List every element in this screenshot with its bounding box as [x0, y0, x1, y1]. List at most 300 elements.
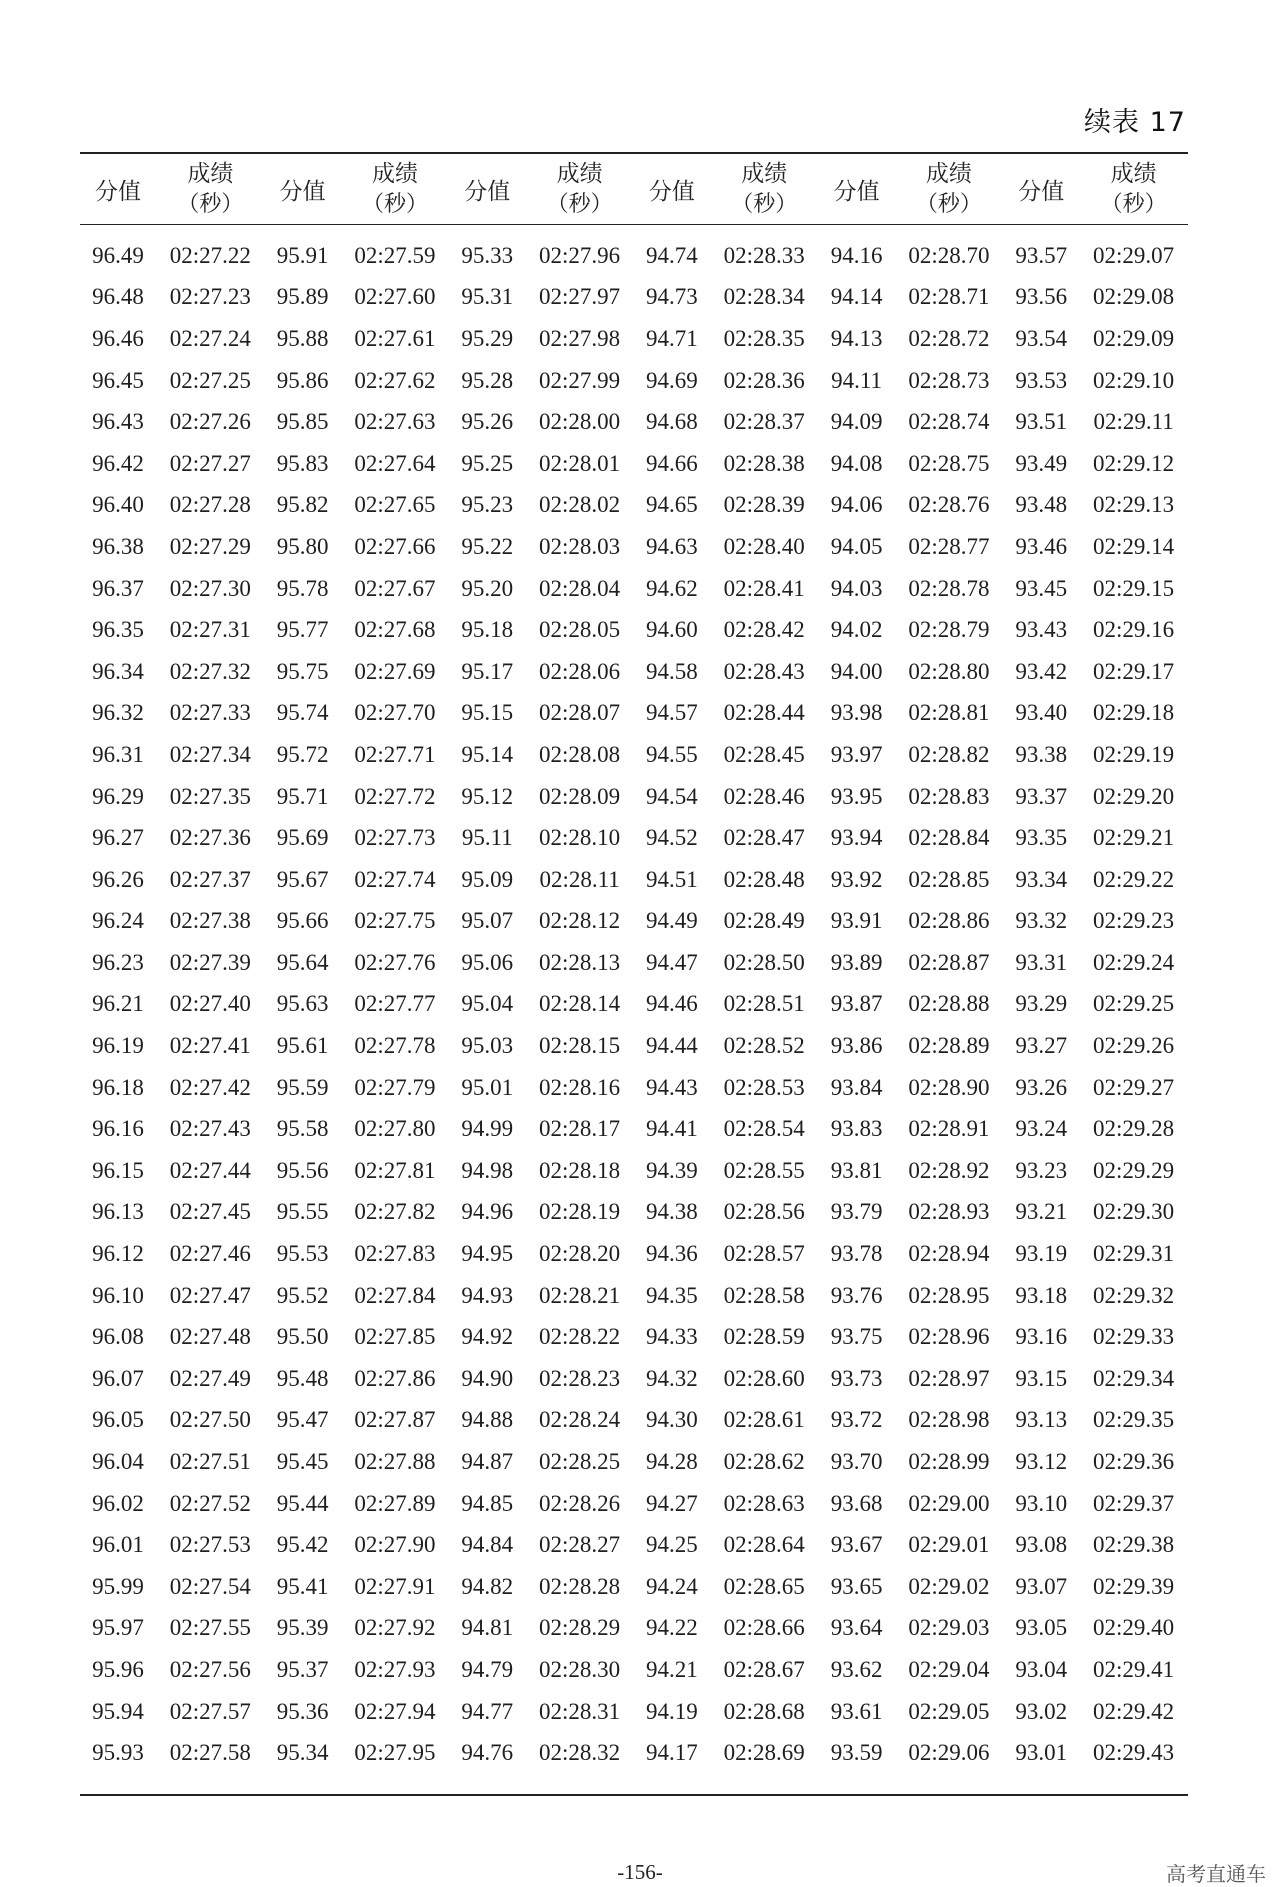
time-cell: 02:28.28 — [539, 1573, 621, 1599]
score-cell: 93.48 — [1015, 492, 1068, 518]
score-cell: 94.82 — [461, 1573, 514, 1599]
time-cell: 02:28.55 — [723, 1157, 805, 1183]
time-cell: 02:28.64 — [723, 1532, 805, 1558]
score-cell: 94.88 — [461, 1407, 514, 1433]
score-cell: 93.29 — [1015, 991, 1068, 1017]
time-cell: 02:27.91 — [354, 1573, 436, 1599]
time-cell: 02:27.33 — [169, 700, 251, 726]
score-cell: 96.08 — [92, 1324, 144, 1350]
score-cell: 95.04 — [461, 991, 514, 1017]
header-time-unit: （秒） — [731, 191, 798, 217]
time-cell: 02:28.66 — [723, 1615, 805, 1641]
time-cell: 02:29.05 — [908, 1698, 990, 1724]
table-row — [80, 1025, 1188, 1067]
table-row — [80, 734, 1188, 776]
table-row — [80, 1275, 1188, 1317]
score-cell: 95.48 — [276, 1365, 329, 1391]
header-time-label: 成绩 — [371, 160, 418, 187]
score-cell: 95.33 — [461, 242, 514, 268]
score-cell: 94.08 — [830, 450, 883, 476]
score-cell: 94.36 — [646, 1241, 698, 1267]
score-cell: 95.20 — [461, 575, 514, 601]
time-cell: 02:28.21 — [539, 1282, 621, 1308]
score-cell: 96.42 — [92, 450, 144, 476]
header-score: 分值 — [1018, 178, 1065, 205]
time-cell: 02:28.71 — [908, 284, 990, 310]
score-cell: 94.22 — [646, 1615, 698, 1641]
time-cell: 02:29.16 — [1093, 617, 1175, 643]
time-cell: 02:29.41 — [1093, 1656, 1175, 1682]
score-cell: 94.02 — [830, 617, 883, 643]
score-cell: 95.93 — [92, 1740, 144, 1766]
time-cell: 02:28.34 — [723, 284, 805, 310]
time-cell: 02:28.74 — [908, 409, 990, 435]
score-cell: 95.71 — [276, 783, 329, 809]
header-time-unit: （秒） — [361, 191, 428, 217]
time-cell: 02:27.73 — [354, 825, 436, 851]
table-row — [80, 651, 1188, 693]
header-time — [710, 153, 819, 225]
time-cell: 02:28.94 — [908, 1241, 990, 1267]
time-cell: 02:28.83 — [908, 783, 990, 809]
time-cell: 02:28.07 — [539, 700, 621, 726]
time-cell: 02:27.55 — [169, 1615, 251, 1641]
time-cell: 02:28.33 — [723, 242, 805, 268]
time-cell: 02:29.08 — [1093, 284, 1175, 310]
time-cell: 02:28.68 — [723, 1698, 805, 1724]
score-cell: 93.24 — [1015, 1116, 1068, 1142]
score-cell: 96.13 — [92, 1199, 144, 1225]
score-cell: 94.84 — [461, 1532, 514, 1558]
header-time-unit: （秒） — [177, 191, 244, 217]
table-row — [80, 225, 1188, 277]
table-row — [80, 526, 1188, 568]
score-cell: 96.40 — [92, 492, 144, 518]
score-cell: 95.47 — [276, 1407, 329, 1433]
time-cell: 02:29.09 — [1093, 325, 1175, 351]
time-cell: 02:28.85 — [908, 866, 990, 892]
score-cell: 94.33 — [646, 1324, 698, 1350]
score-cell: 93.16 — [1015, 1324, 1068, 1350]
time-cell: 02:29.28 — [1093, 1116, 1175, 1142]
time-cell: 02:27.92 — [354, 1615, 436, 1641]
score-cell: 93.38 — [1015, 741, 1068, 767]
time-cell: 02:28.37 — [723, 409, 805, 435]
score-cell: 93.27 — [1015, 1033, 1068, 1059]
time-cell: 02:27.78 — [354, 1033, 436, 1059]
time-cell: 02:29.19 — [1093, 741, 1175, 767]
score-cell: 94.51 — [646, 866, 698, 892]
score-cell: 96.18 — [92, 1074, 144, 1100]
score-cell: 93.61 — [830, 1698, 883, 1724]
header-time — [156, 153, 265, 225]
time-cell: 02:29.12 — [1093, 450, 1175, 476]
time-cell: 02:29.43 — [1093, 1740, 1175, 1766]
score-cell: 96.24 — [92, 908, 144, 934]
time-cell: 02:28.23 — [539, 1365, 621, 1391]
score-cell: 93.62 — [830, 1656, 883, 1682]
table-row — [80, 1400, 1188, 1442]
time-cell: 02:27.80 — [354, 1116, 436, 1142]
table-row — [80, 609, 1188, 651]
time-cell: 02:28.91 — [908, 1116, 990, 1142]
score-cell: 94.60 — [646, 617, 698, 643]
time-cell: 02:27.53 — [169, 1532, 251, 1558]
score-cell: 95.42 — [276, 1532, 329, 1558]
header-score: 分值 — [464, 178, 511, 205]
score-cell: 93.49 — [1015, 450, 1068, 476]
time-cell: 02:28.32 — [539, 1740, 621, 1766]
score-cell: 96.15 — [92, 1157, 144, 1183]
score-cell: 95.82 — [276, 492, 329, 518]
score-cell: 93.19 — [1015, 1241, 1068, 1267]
table-row — [80, 1524, 1188, 1566]
time-cell: 02:28.73 — [908, 367, 990, 393]
time-cell: 02:28.47 — [723, 825, 805, 851]
score-cell: 95.97 — [92, 1615, 144, 1641]
table-row — [80, 693, 1188, 735]
score-cell: 96.31 — [92, 741, 144, 767]
score-cell: 93.01 — [1015, 1740, 1068, 1766]
table-row — [80, 1566, 1188, 1608]
score-cell: 95.12 — [461, 783, 514, 809]
score-cell: 94.77 — [461, 1698, 514, 1724]
time-cell: 02:27.29 — [169, 533, 251, 559]
time-cell: 02:29.14 — [1093, 533, 1175, 559]
score-cell: 94.05 — [830, 533, 883, 559]
score-cell: 93.26 — [1015, 1074, 1068, 1100]
time-cell: 02:28.72 — [908, 325, 990, 351]
score-cell: 95.18 — [461, 617, 514, 643]
header-score: 分值 — [833, 178, 880, 205]
time-cell: 02:28.22 — [539, 1324, 621, 1350]
time-cell: 02:29.26 — [1093, 1033, 1175, 1059]
score-cell: 93.89 — [830, 949, 883, 975]
score-cell: 96.35 — [92, 617, 144, 643]
score-cell: 93.08 — [1015, 1532, 1068, 1558]
table-row — [80, 1441, 1188, 1483]
time-cell: 02:28.89 — [908, 1033, 990, 1059]
score-cell: 94.06 — [830, 492, 883, 518]
score-cell: 95.37 — [276, 1656, 329, 1682]
time-cell: 02:27.60 — [354, 284, 436, 310]
score-cell: 94.54 — [646, 783, 698, 809]
time-cell: 02:28.25 — [539, 1449, 621, 1475]
score-cell: 93.35 — [1015, 825, 1068, 851]
time-cell: 02:28.42 — [723, 617, 805, 643]
time-cell: 02:28.02 — [539, 492, 621, 518]
score-cell: 93.64 — [830, 1615, 883, 1641]
score-cell: 95.50 — [276, 1324, 329, 1350]
score-cell: 96.46 — [92, 325, 144, 351]
score-cell: 95.31 — [461, 284, 514, 310]
time-cell: 02:28.15 — [539, 1033, 621, 1059]
time-cell: 02:28.39 — [723, 492, 805, 518]
score-cell: 95.34 — [276, 1740, 329, 1766]
score-cell: 93.10 — [1015, 1490, 1068, 1516]
time-cell: 02:27.28 — [169, 492, 251, 518]
table-row — [80, 568, 1188, 610]
score-cell: 94.39 — [646, 1157, 698, 1183]
score-cell: 94.93 — [461, 1282, 514, 1308]
score-cell: 95.86 — [276, 367, 329, 393]
time-cell: 02:27.72 — [354, 783, 436, 809]
score-cell: 95.59 — [276, 1074, 329, 1100]
score-cell: 94.38 — [646, 1199, 698, 1225]
time-cell: 02:28.30 — [539, 1656, 621, 1682]
time-cell: 02:29.22 — [1093, 866, 1175, 892]
time-cell: 02:27.67 — [354, 575, 436, 601]
time-cell: 02:28.27 — [539, 1532, 621, 1558]
header-time — [895, 153, 1004, 225]
time-cell: 02:28.56 — [723, 1199, 805, 1225]
score-cell: 95.99 — [92, 1573, 144, 1599]
score-cell: 94.73 — [646, 284, 698, 310]
table-row — [80, 1691, 1188, 1733]
time-cell: 02:27.23 — [169, 284, 251, 310]
score-table-container — [80, 152, 1188, 1796]
time-cell: 02:27.68 — [354, 617, 436, 643]
score-cell: 96.32 — [92, 700, 144, 726]
time-cell: 02:29.18 — [1093, 700, 1175, 726]
time-cell: 02:28.43 — [723, 658, 805, 684]
time-cell: 02:28.78 — [908, 575, 990, 601]
score-cell: 93.43 — [1015, 617, 1068, 643]
time-cell: 02:28.57 — [723, 1241, 805, 1267]
table-row — [80, 1732, 1188, 1795]
header-time-label: 成绩 — [741, 160, 788, 187]
score-cell: 95.01 — [461, 1074, 514, 1100]
score-cell: 96.37 — [92, 575, 144, 601]
table-row — [80, 1358, 1188, 1400]
time-cell: 02:28.84 — [908, 825, 990, 851]
score-cell: 93.73 — [830, 1365, 883, 1391]
time-cell: 02:27.43 — [169, 1116, 251, 1142]
table-row — [80, 901, 1188, 943]
header-time-label: 成绩 — [187, 160, 234, 187]
score-cell: 94.49 — [646, 908, 698, 934]
time-cell: 02:27.35 — [169, 783, 251, 809]
score-cell: 95.29 — [461, 325, 514, 351]
time-cell: 02:27.44 — [169, 1157, 251, 1183]
score-cell: 94.03 — [830, 575, 883, 601]
score-cell: 95.77 — [276, 617, 329, 643]
time-cell: 02:29.17 — [1093, 658, 1175, 684]
time-cell: 02:28.20 — [539, 1241, 621, 1267]
time-cell: 02:27.42 — [169, 1074, 251, 1100]
time-cell: 02:27.37 — [169, 866, 251, 892]
time-cell: 02:27.95 — [354, 1740, 436, 1766]
score-cell: 95.64 — [276, 949, 329, 975]
time-cell: 02:29.33 — [1093, 1324, 1175, 1350]
time-cell: 02:29.03 — [908, 1615, 990, 1641]
time-cell: 02:28.09 — [539, 783, 621, 809]
score-cell: 94.11 — [831, 367, 883, 393]
time-cell: 02:28.48 — [723, 866, 805, 892]
time-cell: 02:28.62 — [723, 1449, 805, 1475]
time-cell: 02:27.41 — [169, 1033, 251, 1059]
time-cell: 02:27.50 — [169, 1407, 251, 1433]
score-cell: 93.13 — [1015, 1407, 1068, 1433]
time-cell: 02:28.96 — [908, 1324, 990, 1350]
time-cell: 02:27.71 — [354, 741, 436, 767]
score-cell: 94.43 — [646, 1074, 698, 1100]
time-cell: 02:27.57 — [169, 1698, 251, 1724]
time-cell: 02:27.88 — [354, 1449, 436, 1475]
score-cell: 96.27 — [92, 825, 144, 851]
time-cell: 02:27.30 — [169, 575, 251, 601]
score-cell: 94.35 — [646, 1282, 698, 1308]
time-cell: 02:27.46 — [169, 1241, 251, 1267]
time-cell: 02:29.23 — [1093, 908, 1175, 934]
score-cell: 94.13 — [830, 325, 883, 351]
time-cell: 02:28.97 — [908, 1365, 990, 1391]
score-cell: 93.70 — [830, 1449, 883, 1475]
header-time — [341, 153, 450, 225]
score-cell: 94.69 — [646, 367, 698, 393]
score-cell: 95.11 — [461, 825, 513, 851]
score-cell: 93.45 — [1015, 575, 1068, 601]
score-cell: 95.44 — [276, 1490, 329, 1516]
score-cell: 95.78 — [276, 575, 329, 601]
time-cell: 02:27.82 — [354, 1199, 436, 1225]
time-cell: 02:27.74 — [354, 866, 436, 892]
header-time-unit: （秒） — [546, 191, 613, 217]
time-cell: 02:27.36 — [169, 825, 251, 851]
score-cell: 95.61 — [276, 1033, 329, 1059]
table-row — [80, 1067, 1188, 1109]
time-cell: 02:28.04 — [539, 575, 621, 601]
score-cell: 93.51 — [1015, 409, 1068, 435]
score-cell: 95.55 — [276, 1199, 329, 1225]
time-cell: 02:29.15 — [1093, 575, 1175, 601]
time-cell: 02:28.82 — [908, 741, 990, 767]
table-row — [80, 277, 1188, 319]
table-row — [80, 1192, 1188, 1234]
time-cell: 02:29.07 — [1093, 242, 1175, 268]
time-cell: 02:28.51 — [723, 991, 805, 1017]
time-cell: 02:29.24 — [1093, 949, 1175, 975]
time-cell: 02:29.39 — [1093, 1573, 1175, 1599]
time-cell: 02:29.37 — [1093, 1490, 1175, 1516]
score-cell: 95.28 — [461, 367, 514, 393]
time-cell: 02:28.93 — [908, 1199, 990, 1225]
time-cell: 02:28.24 — [539, 1407, 621, 1433]
header-time-unit: （秒） — [915, 191, 982, 217]
time-cell: 02:28.49 — [723, 908, 805, 934]
score-cell: 95.09 — [461, 866, 514, 892]
time-cell: 02:28.50 — [723, 949, 805, 975]
score-cell: 94.65 — [646, 492, 698, 518]
score-cell: 93.68 — [830, 1490, 883, 1516]
time-cell: 02:29.01 — [908, 1532, 990, 1558]
score-cell: 93.57 — [1015, 242, 1068, 268]
score-cell: 95.83 — [276, 450, 329, 476]
time-cell: 02:28.59 — [723, 1324, 805, 1350]
time-cell: 02:28.14 — [539, 991, 621, 1017]
score-cell: 94.55 — [646, 741, 698, 767]
time-cell: 02:29.34 — [1093, 1365, 1175, 1391]
score-cell: 93.83 — [830, 1116, 883, 1142]
time-cell: 02:28.80 — [908, 658, 990, 684]
time-cell: 02:29.20 — [1093, 783, 1175, 809]
time-cell: 02:28.52 — [723, 1033, 805, 1059]
score-cell: 93.31 — [1015, 949, 1068, 975]
time-cell: 02:28.54 — [723, 1116, 805, 1142]
score-cell: 95.66 — [276, 908, 329, 934]
time-cell: 02:28.65 — [723, 1573, 805, 1599]
time-cell: 02:28.76 — [908, 492, 990, 518]
table-row — [80, 401, 1188, 443]
score-cell: 95.23 — [461, 492, 514, 518]
score-cell: 93.81 — [830, 1157, 883, 1183]
time-cell: 02:28.31 — [539, 1698, 621, 1724]
score-cell: 94.30 — [646, 1407, 698, 1433]
score-cell: 94.99 — [461, 1116, 514, 1142]
score-cell: 94.62 — [646, 575, 698, 601]
score-cell: 93.97 — [830, 741, 883, 767]
score-cell: 96.45 — [92, 367, 144, 393]
score-cell: 95.58 — [276, 1116, 329, 1142]
score-cell: 94.58 — [646, 658, 698, 684]
score-cell: 95.03 — [461, 1033, 514, 1059]
time-cell: 02:29.38 — [1093, 1532, 1175, 1558]
time-cell: 02:28.81 — [908, 700, 990, 726]
score-cell: 94.41 — [646, 1116, 698, 1142]
time-cell: 02:28.05 — [539, 617, 621, 643]
time-cell: 02:28.88 — [908, 991, 990, 1017]
time-cell: 02:27.98 — [539, 325, 621, 351]
time-cell: 02:28.10 — [539, 825, 621, 851]
time-cell: 02:28.75 — [908, 450, 990, 476]
score-cell: 93.92 — [830, 866, 883, 892]
header-time — [1079, 153, 1188, 225]
header-score: 分值 — [95, 178, 141, 205]
time-cell: 02:27.25 — [169, 367, 251, 393]
time-cell: 02:29.06 — [908, 1740, 990, 1766]
score-cell: 93.75 — [830, 1324, 883, 1350]
score-cell: 95.75 — [276, 658, 329, 684]
time-cell: 02:27.51 — [169, 1449, 251, 1475]
table-bottom-rule — [80, 1795, 1188, 1796]
header-time-label: 成绩 — [1110, 160, 1157, 187]
table-row — [80, 984, 1188, 1026]
score-cell: 94.32 — [646, 1365, 698, 1391]
time-cell: 02:27.39 — [169, 949, 251, 975]
time-cell: 02:28.44 — [723, 700, 805, 726]
score-cell: 93.95 — [830, 783, 883, 809]
time-cell: 02:27.89 — [354, 1490, 436, 1516]
time-cell: 02:29.11 — [1093, 409, 1174, 435]
score-cell: 94.71 — [646, 325, 698, 351]
score-cell: 96.29 — [92, 783, 144, 809]
time-cell: 02:27.66 — [354, 533, 436, 559]
table-row — [80, 1316, 1188, 1358]
time-cell: 02:27.69 — [354, 658, 436, 684]
time-cell: 02:29.02 — [908, 1573, 990, 1599]
time-cell: 02:29.42 — [1093, 1698, 1175, 1724]
time-cell: 02:28.58 — [723, 1282, 805, 1308]
score-cell: 94.24 — [646, 1573, 698, 1599]
score-cell: 94.81 — [461, 1615, 514, 1641]
score-cell: 93.72 — [830, 1407, 883, 1433]
score-cell: 95.94 — [92, 1698, 144, 1724]
score-cell: 93.94 — [830, 825, 883, 851]
score-cell: 93.12 — [1015, 1449, 1068, 1475]
time-cell: 02:27.32 — [169, 658, 251, 684]
time-cell: 02:28.18 — [539, 1157, 621, 1183]
time-cell: 02:27.99 — [539, 367, 621, 393]
